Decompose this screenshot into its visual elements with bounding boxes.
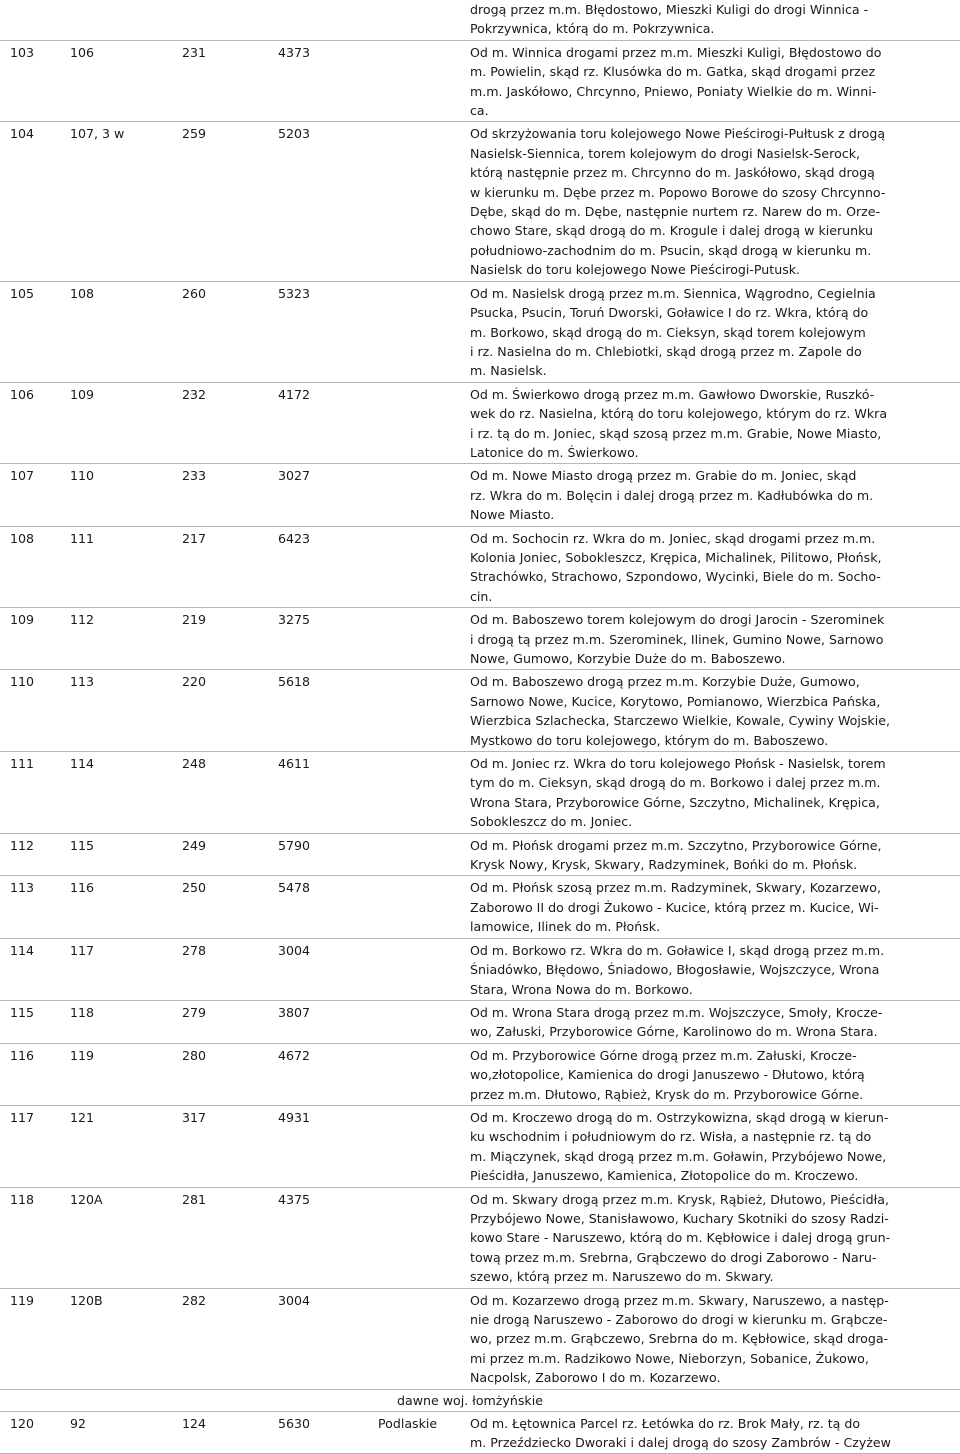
area-value: 3004: [278, 942, 311, 958]
table-row: [0, 608, 960, 670]
row-description: [470, 1190, 950, 1287]
desc-line: Pokrzywnica, którą do m. Pokrzywnica.: [470, 21, 715, 37]
table-row: [0, 670, 960, 752]
table-row: [0, 464, 960, 526]
desc-line: i drogą tą przez m.m. Szerominek, Ilinek, Gumino Nowe, Sarnowo: [470, 631, 884, 647]
area-value: 4172: [278, 386, 311, 402]
register-number: 219: [182, 612, 207, 628]
row-description: [470, 1414, 950, 1453]
row-description: [470, 284, 950, 381]
desc-line: Śniadówko, Błędowo, Śniadowo, Błogosławie, Wojszczyce, Wrona: [470, 962, 880, 978]
register-number: 260: [182, 285, 207, 301]
register-number: 248: [182, 756, 207, 772]
area-value: 5618: [278, 674, 311, 690]
area-value: 3027: [278, 468, 311, 484]
row-number: 104: [10, 126, 35, 142]
section-heading: dawne woj. łomżyńskie: [397, 1392, 543, 1408]
row-number: 108: [10, 530, 35, 546]
parcel-number: 118: [70, 1004, 95, 1020]
parcel-number: 110: [70, 468, 95, 484]
desc-line: szewo, którą przez m. Naruszewo do m. Skwary.: [470, 1269, 774, 1285]
desc-line: mi przez m.m. Radzikowo Nowe, Nieborzyn, Sobanice, Żukowo,: [470, 1350, 869, 1366]
parcel-number: 115: [70, 837, 95, 853]
desc-line: m. Powielin, skąd rz. Klusówka do m. Gatka, skąd drogami przez: [470, 64, 876, 80]
row-number: 111: [10, 756, 35, 772]
area-value: 6423: [278, 530, 311, 546]
desc-line: Nacpolsk, Zaborowo I do m. Kozarzewo.: [470, 1370, 721, 1386]
desc-line: cin.: [470, 588, 493, 604]
row-number: 110: [10, 674, 35, 690]
desc-line: Od m. Łętownica Parcel rz. Łetówka do rz. Brok Mały, rz. tą do: [470, 1415, 861, 1431]
continuation-row: [0, 0, 960, 41]
row-number: 119: [10, 1292, 35, 1308]
parcel-number: 107, 3 w: [70, 126, 125, 142]
register-number: 250: [182, 880, 207, 896]
register-number: 279: [182, 1004, 207, 1020]
desc-line: Od m. Wrona Stara drogą przez m.m. Wojszczyce, Smoły, Krocze-: [470, 1004, 883, 1020]
table-row: [0, 752, 960, 834]
parcel-number: 112: [70, 612, 95, 628]
desc-line: kowo Stare - Naruszewo, którą do m. Kębłowice i dalej drogą grun-: [470, 1230, 891, 1246]
section-heading-row: [0, 1390, 960, 1412]
table-row: [0, 939, 960, 1001]
row-description: [470, 1003, 950, 1042]
row-number: 116: [10, 1047, 35, 1063]
desc-line: Od m. Joniec rz. Wkra do toru kolejowego Płońsk - Nasielsk, torem: [470, 756, 886, 772]
area-value: 3807: [278, 1004, 311, 1020]
area-value: 5790: [278, 837, 311, 853]
desc-line: przez m.m. Dłutowo, Rąbież, Krysk do m. Przyborowice Górne.: [470, 1086, 864, 1102]
desc-line: południowo-zachodnim do m. Psucin, skąd drogą w kierunku m.: [470, 242, 872, 258]
row-description: [470, 1108, 950, 1186]
area-value: 5478: [278, 880, 311, 896]
desc-line: Od m. Nowe Miasto drogą przez m. Grabie do m. Joniec, skąd: [470, 468, 857, 484]
parcel-number: 106: [70, 44, 95, 60]
row-description: [470, 124, 950, 279]
row-number: 113: [10, 880, 35, 896]
table-row: [0, 1188, 960, 1289]
register-number: 280: [182, 1047, 207, 1063]
desc-line: rz. Wkra do m. Bolęcin i dalej drogą przez m. Kadłubówka do m.: [470, 487, 874, 503]
parcel-number: 120A: [70, 1191, 103, 1207]
table-row: [0, 1289, 960, 1390]
register-number: 317: [182, 1109, 207, 1125]
row-number: 115: [10, 1004, 35, 1020]
desc-line: Krysk Nowy, Krysk, Skwary, Radzyminek, Bońki do m. Płońsk.: [470, 857, 858, 873]
parcel-number: 113: [70, 674, 95, 690]
desc-line: Wierzbica Szlachecka, Starczewo Wielkie, Kowale, Cywiny Wojskie,: [470, 713, 890, 729]
row-description: [470, 610, 950, 668]
desc-line: ku wschodnim i południowym do rz. Wisła, a następnie rz. tą do: [470, 1129, 872, 1145]
desc-line: m. Borkowo, skąd drogą do m. Cieksyn, skąd torem kolejowym: [470, 324, 866, 340]
row-number: 117: [10, 1109, 35, 1125]
desc-line: Nowe, Gumowo, Korzybie Duże do m. Baboszewo.: [470, 651, 786, 666]
area-value: 5203: [278, 126, 311, 142]
desc-line: Nasielsk do toru kolejowego Nowe Pieścirogi-Putusk.: [470, 262, 801, 278]
parcel-number: 92: [70, 1415, 87, 1431]
table-row: [0, 122, 960, 281]
desc-line: Od m. Przyborowice Górne drogą przez m.m. Załuski, Krocze-: [470, 1047, 857, 1063]
desc-line: wo, przez m.m. Grąbczewo, Srebrna do m. Kębłowice, skąd droga-: [470, 1331, 889, 1347]
area-value: 4611: [278, 756, 311, 772]
row-number: 118: [10, 1191, 35, 1207]
desc-line: Nowe Miasto.: [470, 507, 555, 523]
desc-line: Od m. Baboszewo torem kolejowym do drogi Jarocin - Szerominek: [470, 612, 885, 628]
register-number: 233: [182, 468, 207, 484]
desc-line: m. Przeździecko Dworaki i dalej drogą do szosy Zambrów - Czyżew: [470, 1435, 891, 1451]
desc-line: Zaborowo II do drogi Żukowo - Kucice, którą przez m. Kucice, Wi-: [470, 899, 879, 915]
table-row: [0, 282, 960, 383]
table-row: [0, 1044, 960, 1106]
desc-line: Od m. Nasielsk drogą przez m.m. Siennica, Wągrodno, Cegielnia: [470, 285, 876, 301]
table-row: [0, 383, 960, 465]
desc-line: drogą przez m.m. Błędostowo, Mieszki Kuligi do drogi Winnica -: [470, 2, 869, 17]
area-value: 4373: [278, 44, 311, 60]
desc-line: Od m. Świerkowo drogą przez m.m. Gawłowo Dworskie, Ruszkó-: [470, 386, 875, 402]
desc-line: nie drogą Naruszewo - Zaborowo do drogi w kierunku m. Grąbcze-: [470, 1312, 888, 1327]
desc-line: wo,złotopolice, Kamienica do drogi Januszewo - Dłutowo, którą: [470, 1067, 865, 1083]
area-value: 4931: [278, 1109, 311, 1125]
desc-line: Od m. Płońsk szosą przez m.m. Radzyminek, Skwary, Kozarzewo,: [470, 880, 881, 896]
row-description: [470, 385, 950, 463]
desc-line: Mystkowo do toru kolejowego, którym do m. Baboszewo.: [470, 732, 829, 748]
desc-line: Latonice do m. Świerkowo.: [470, 444, 639, 460]
desc-line: Dębe, skąd do m. Dębe, następnie nurtem rz. Narew do m. Orze-: [470, 204, 881, 220]
desc-line: lamowice, Ilinek do m. Płońsk.: [470, 919, 661, 935]
desc-line: m. Nasielsk.: [470, 363, 547, 379]
desc-line: tową przez m.m. Srebrna, Grąbczewo do drogi Zaborowo - Naru-: [470, 1249, 877, 1265]
continuation-description: [470, 0, 950, 39]
desc-line: Od m. Płońsk drogami przez m.m. Szczytno, Przyborowice Górne,: [470, 837, 882, 853]
desc-line: Strachówko, Strachowo, Szpondowo, Wycinki, Biele do m. Socho-: [470, 569, 881, 585]
parcel-number: 111: [70, 530, 95, 546]
desc-line: Od m. Borkowo rz. Wkra do m. Goławice I, skąd drogą przez m.m.: [470, 942, 885, 958]
desc-line: m. Miączynek, skąd drogą przez m.m. Goławin, Przybójewo Nowe,: [470, 1148, 887, 1164]
area-value: 3004: [278, 1292, 311, 1308]
desc-line: wek do rz. Nasielna, którą do toru kolejowego, którym do rz. Wkra: [470, 406, 888, 422]
desc-line: Od m. Skwary drogą przez m.m. Krysk, Rąbież, Dłutowo, Pieścidła,: [470, 1191, 889, 1207]
table-row: [0, 1001, 960, 1044]
desc-line: w kierunku m. Dębe przez m. Popowo Borowe do szosy Chrcynno-: [470, 184, 886, 200]
row-description: [470, 466, 950, 524]
desc-line: Pieścidła, Januszewo, Kamienica, Złotopolice do m. Kroczewo.: [470, 1168, 859, 1184]
desc-line: i rz. Nasielna do m. Chlebiotki, skąd drogą przez m. Zapole do: [470, 343, 862, 359]
register-number: 282: [182, 1292, 207, 1308]
row-number: 107: [10, 468, 35, 484]
register-number: 124: [182, 1415, 207, 1431]
desc-line: Nasielsk-Siennica, torem kolejowym do drogi Nasielsk-Serock,: [470, 145, 860, 161]
table-rows: [0, 41, 960, 1390]
area-value: 5323: [278, 285, 311, 301]
register-number: 259: [182, 126, 207, 142]
row-description: [470, 529, 950, 607]
desc-line: i rz. tą do m. Joniec, skąd szosą przez m.m. Grabie, Nowe Miasto,: [470, 425, 882, 441]
parcel-number: 119: [70, 1047, 95, 1063]
desc-line: m.m. Jaskółowo, Chrcynno, Pniewo, Poniaty Wielkie do m. Winni-: [470, 83, 877, 99]
register-number: 231: [182, 44, 207, 60]
register-number: 232: [182, 386, 207, 402]
last-rows: [0, 1412, 960, 1454]
desc-line: Sobokleszcz do m. Joniec.: [470, 814, 633, 830]
area-value: 5630: [278, 1415, 311, 1431]
row-description: [470, 1291, 950, 1388]
desc-line: Od skrzyżowania toru kolejowego Nowe Pieścirogi-Pułtusk z drogą: [470, 126, 886, 142]
desc-line: którą następnie przez m. Chrcynno do m. Jaskółowo, skąd drogą: [470, 165, 875, 181]
area-value: 3275: [278, 612, 311, 628]
parcel-number: 121: [70, 1109, 95, 1125]
table-row: [0, 834, 960, 877]
row-description: [470, 1046, 950, 1104]
row-description: [470, 43, 950, 121]
desc-line: Wrona Stara, Przyborowice Górne, Szczytno, Michalinek, Krępica,: [470, 794, 880, 810]
region-name: Podlaskie: [378, 1415, 438, 1431]
parcel-number: 117: [70, 942, 95, 958]
desc-line: Od m. Kroczewo drogą do m. Ostrzykowizna, skąd drogą w kierun-: [470, 1109, 889, 1125]
register-number: 278: [182, 942, 207, 958]
register-number: 217: [182, 530, 207, 546]
area-value: 4672: [278, 1047, 311, 1063]
desc-line: Stara, Wrona Nowa do m. Borkowo.: [470, 981, 693, 997]
desc-line: Przybójewo Nowe, Stanisławowo, Kuchary Skotniki do szosy Radzi-: [470, 1210, 889, 1226]
parcel-number: 108: [70, 285, 95, 301]
desc-line: tym do m. Cieksyn, skąd drogą do m. Borkowo i dalej przez m.m.: [470, 775, 881, 791]
area-value: 4375: [278, 1191, 311, 1207]
row-number: 120: [10, 1415, 35, 1431]
row-description: [470, 878, 950, 936]
parcel-number: 109: [70, 386, 95, 402]
desc-line: Od m. Baboszewo drogą przez m.m. Korzybie Duże, Gumowo,: [470, 674, 860, 690]
register-number: 220: [182, 674, 207, 690]
desc-line: ca.: [470, 103, 489, 119]
row-number: 105: [10, 285, 35, 301]
row-number: 114: [10, 942, 35, 958]
desc-line: wo, Załuski, Przyborowice Górne, Karolinowo do m. Wrona Stara.: [470, 1024, 878, 1040]
row-number: 112: [10, 837, 35, 853]
desc-line: Od m. Sochocin rz. Wkra do m. Joniec, skąd drogami przez m.m.: [470, 530, 876, 546]
desc-line: Od m. Winnica drogami przez m.m. Mieszki Kuligi, Błędostowo do: [470, 44, 882, 60]
table-row: [0, 1412, 960, 1454]
table-row: [0, 41, 960, 123]
parcel-number: 114: [70, 756, 95, 772]
parcel-number: 116: [70, 880, 95, 896]
parcel-number: 120B: [70, 1292, 103, 1308]
desc-line: chowo Stare, skąd drogą do m. Krogule i dalej drogą w kierunku: [470, 223, 874, 239]
register-number: 281: [182, 1191, 207, 1207]
table-row: [0, 876, 960, 938]
table-row: [0, 1106, 960, 1188]
row-number: 103: [10, 44, 35, 60]
desc-line: Psucka, Psucin, Toruń Dworski, Goławice I do rz. Wkra, którą do: [470, 305, 869, 321]
row-description: [470, 941, 950, 999]
table-row: [0, 527, 960, 609]
row-description: [470, 754, 950, 832]
desc-line: Sarnowo Nowe, Kucice, Korytowo, Pomianowo, Wierzbica Pańska,: [470, 693, 881, 709]
desc-line: Kolonia Joniec, Sobokleszcz, Krępica, Michalinek, Pilitowo, Płońsk,: [470, 549, 882, 565]
row-description: [470, 836, 950, 875]
desc-line: Od m. Kozarzewo drogą przez m.m. Skwary, Naruszewo, a następ-: [470, 1292, 889, 1308]
register-number: 249: [182, 837, 207, 853]
row-number: 106: [10, 386, 35, 402]
row-description: [470, 672, 950, 750]
row-number: 109: [10, 612, 35, 628]
